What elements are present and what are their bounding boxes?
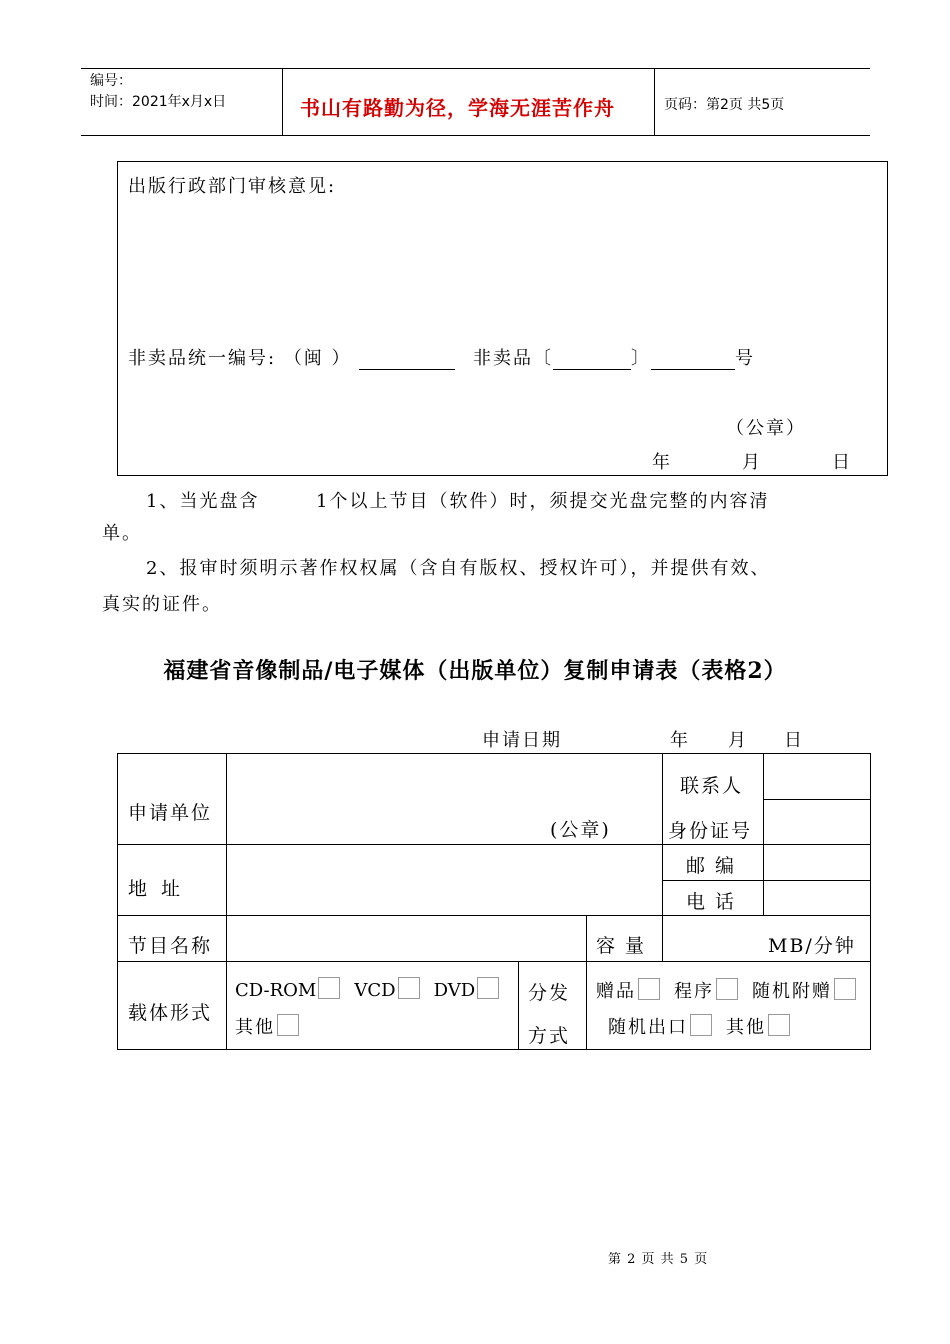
dvd-checkbox[interactable] [477,977,499,999]
review-seal: （公章） [726,418,806,439]
code-label: 非卖品统一编号: [128,348,277,369]
bundled-gift-checkbox[interactable] [834,978,856,1000]
program-name-field[interactable] [228,917,584,960]
code-blank-3[interactable] [651,349,735,370]
distribution-label-1: 分发 [528,982,571,1004]
contact-label: 联系人 [680,775,744,797]
note2-part-a: 2、报审时须明示著作权权属（含自有版权、授权许可），并提供有效、 [146,558,771,579]
apply-date-year: 年 [670,730,690,751]
distribution-other-label: 其他 [726,1017,766,1038]
table-rule [662,880,871,881]
vcd-label: VCD [354,980,396,1001]
table-rule [518,961,519,1049]
table-rule [117,915,871,916]
capacity-label: 容 量 [596,935,647,957]
address-label: 地 址 [128,878,183,900]
phone-field[interactable] [765,882,869,914]
note1-part-c: 单。 [102,523,142,544]
review-code-line [128,344,755,370]
review-year: 年 [652,452,672,473]
distribution-options-row1 [596,977,856,1003]
carrier-options-row1 [235,977,513,1001]
table-rule [586,961,587,1049]
bundled-gift-label: 随机附赠 [752,981,832,1002]
postcode-label: 邮 编 [686,855,737,877]
table-rule [763,753,764,915]
carrier-label: 载体形式 [128,1002,213,1024]
postcode-field[interactable] [765,846,869,879]
note2-part-b: 真实的证件。 [102,594,222,615]
gift-label: 赠品 [596,981,636,1002]
form-title: 福建省音像制品/电子媒体（出版单位）复制申请表（表格2） [163,658,787,684]
header-bottom-rule [81,135,870,136]
table-rule [226,753,227,961]
table-rule [117,1049,871,1050]
dvd-label: DVD [433,980,476,1001]
distribution-label-2: 方式 [528,1025,571,1047]
contact-field[interactable] [765,755,869,798]
applicant-seal: (公章) [550,819,611,841]
header-page-label: 页码：第2页 共5页 [664,97,785,113]
id-number-field[interactable] [765,801,869,843]
header-number-label: 编号： [90,73,132,89]
note1-part-b: 1个以上节目（软件）时，须提交光盘完整的内容清 [316,491,770,512]
header-top-rule [81,68,870,69]
code-suffix: 号 [735,348,756,369]
distribution-options-row2 [608,1013,804,1039]
table-rule [117,961,871,962]
code-blank-1[interactable] [359,349,455,370]
table-rule [870,753,871,1049]
table-rule [763,799,871,800]
apply-date-month: 月 [728,730,748,751]
carrier-other-label: 其他 [235,1017,275,1038]
carrier-options-row2 [235,1013,313,1039]
header-divider [654,69,655,136]
table-rule [226,961,227,1049]
header-time-label: 时间：2021年x月x日 [90,94,227,110]
table-rule [117,753,118,1049]
header-divider [282,69,283,136]
review-day: 日 [832,452,852,473]
address-field[interactable] [228,846,660,914]
code-mid: 非卖品〔 [473,348,554,369]
table-rule [117,844,871,845]
id-number-label: 身份证号 [668,820,753,842]
gift-checkbox[interactable] [638,978,660,1000]
table-rule [586,915,587,961]
carrier-other-checkbox[interactable] [277,1014,299,1036]
capacity-unit: MB/分钟 [768,935,856,957]
table-rule [662,915,663,961]
applicant-field[interactable] [228,755,660,843]
program-checkbox[interactable] [716,978,738,1000]
bundled-export-label: 随机出口 [608,1017,688,1038]
cdrom-checkbox[interactable] [318,977,340,999]
cdrom-label: CD-ROM [235,980,317,1001]
header-motto: 书山有路勤为径，学海无涯苦作舟 [300,96,615,120]
distribution-other-checkbox[interactable] [768,1014,790,1036]
vcd-checkbox[interactable] [398,977,420,999]
apply-date-day: 日 [784,730,804,751]
footer-page-number: 第 2 页 共 5 页 [608,1252,708,1267]
code-bracket-close: 〕 [631,348,652,369]
code-blank-2[interactable] [553,349,631,370]
review-month: 月 [742,452,762,473]
note1-part-a: 1、当光盘含 [146,491,260,512]
apply-date-label: 申请日期 [482,730,562,751]
bundled-export-checkbox[interactable] [690,1014,712,1036]
program-label: 程序 [674,981,714,1002]
table-rule [662,753,663,915]
applicant-label: 申请单位 [128,802,213,824]
code-region: （闽 ） [283,348,352,369]
table-rule [117,753,871,754]
program-name-label: 节目名称 [128,935,213,957]
review-title: 出版行政部门审核意见: [128,176,337,197]
phone-label: 电 话 [686,891,737,913]
